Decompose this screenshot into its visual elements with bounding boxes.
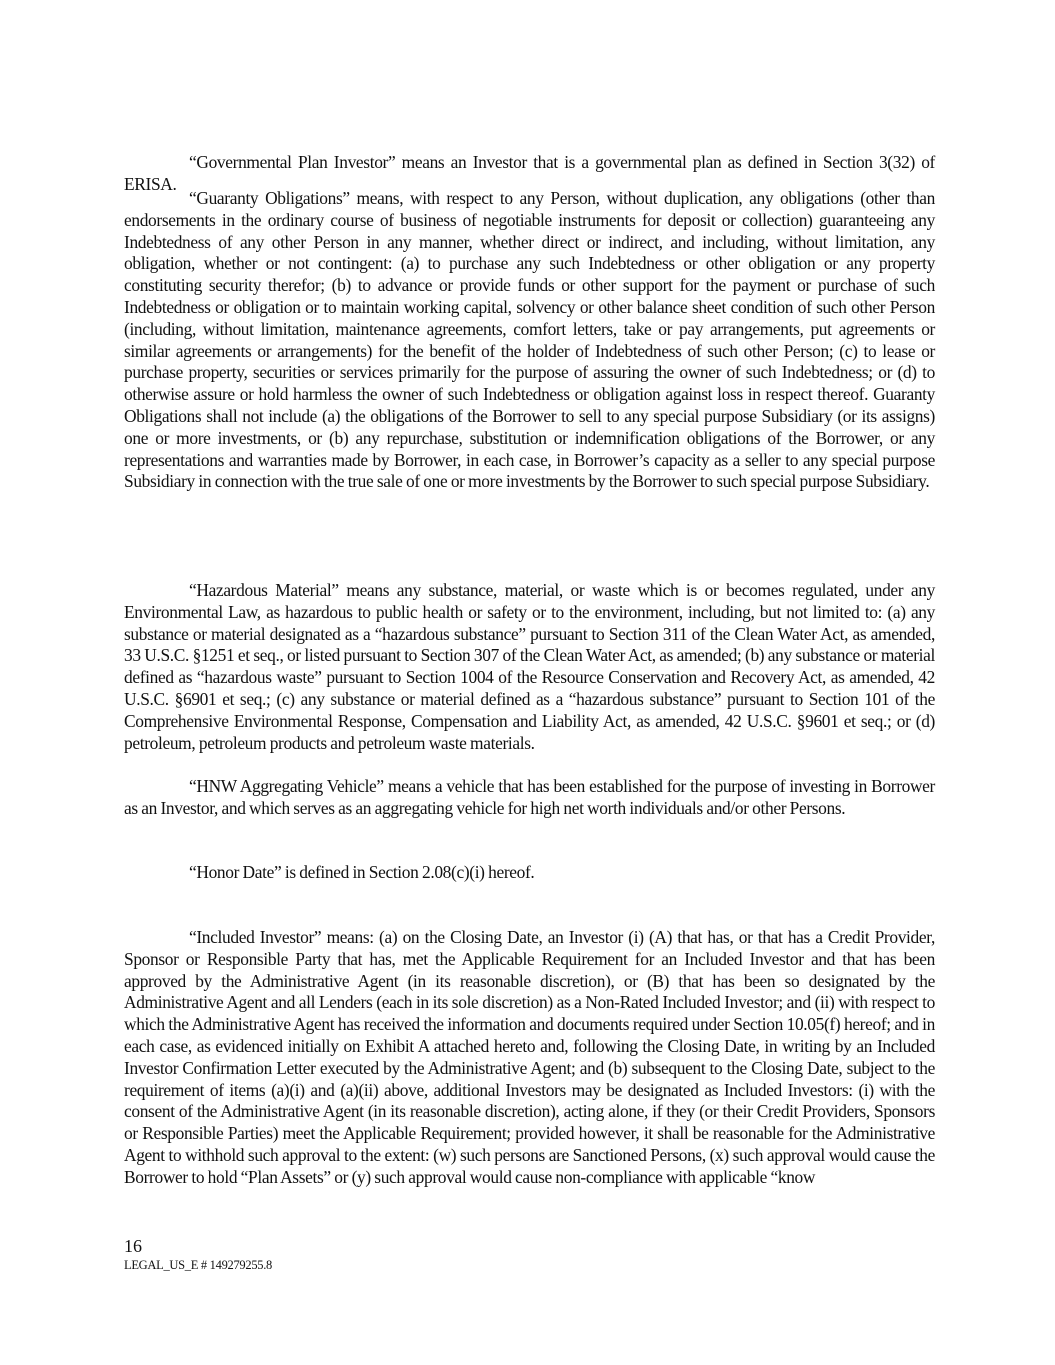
document-id: LEGAL_US_E # 149279255.8 — [124, 1258, 273, 1272]
definition-honor-date: “Honor Date” is defined in Section 2.08(c)(i) hereof. — [189, 862, 535, 882]
page-number: 16 — [124, 1236, 142, 1256]
definition-included-investor: “Included Investor” means: (a) on the Closing Date, an Investor (i) (A) that has, or that has a Credit Provider, Sponsor or Responsible Party that has, met the Applicable Requirement for an Included Investor and that has been approved by the Administrative Agent (in its reasonable discretion), or (B) that has been so designated by the Administrative Agent and all Lenders (each in its sole discretion) as a Non-Rated Included Investor; and (ii) with respect to which the Administrative Agent has received the information and documents required under Section 10.05(f) hereof; and in each case, as evidenced initially on Exhibit A attached hereto and, following the Closing Date, in writing by an Included Investor Confirmation Letter executed by the Administrative Agent; and (b) subsequent to the Closing Date, subject to the requirement of items (a)(i) and (a)(ii) above, additional Investors may be designated as Included Investors: (i) with the consent of the Administrative Agent (in its reasonable discretion), acting alone, if they (or their Credit Providers, Sponsors or Responsible Parties) meet the Applicable Requirement; provided however, it shall be reasonable for the Administrative Agent to withhold such approval to the extent: (w) such persons are Sanctioned Persons, (x) such approval would cause the Borrower to hold “Plan Assets” or (y) such approval would cause non-compliance with applicable “know — [124, 927, 935, 1187]
definition-guaranty-obligations: “Guaranty Obligations” means, with respect to any Person, without duplication, any obligations (other than endorsements in the ordinary course of business of negotiable instruments for deposit or collection) guaranteeing any Indebtedness of any other Person in any manner, whether direct or indirect, and including, without limitation, any obligation, whether or not contingent: (a) to purchase any such Indebtedness or other obligation or any property constituting security therefor; (b) to advance or provide funds or other support for the payment or purchase of such Indebtedness or obligation or to maintain working capital, solvency or other balance sheet condition of such other Person (including, without limitation, maintenance agreements, comfort letters, take or pay arrangements, put agreements or similar agreements or arrangements) for the benefit of the holder of Indebtedness of such other Person; (c) to lease or purchase property, securities or services primarily for the purpose of assuring the owner of such Indebtedness; or (d) to otherwise assure or hold harmless the owner of such Indebtedness or obligation against loss in respect thereof. Guaranty Obligations shall not include (a) the obligations of the Borrower to sell to any special purpose Subsidiary (or its assigns) one or more investments, or (b) any repurchase, substitution or indemnification obligations of the Borrower, or any representations and warranties made by Borrower, in each case, in Borrower’s capacity as a seller to any special purpose Subsidiary in connection with the true sale of one or more investments by the Borrower to such special purpose Subsidiary. — [124, 188, 935, 492]
definition-hnw-aggregating-vehicle: “HNW Aggregating Vehicle” means a vehicle that has been established for the purpose of investing in Borrower as an Investor, and which serves as an aggregating vehicle for high net worth individuals and/or other Persons. — [124, 776, 935, 818]
definition-governmental-plan-investor: “Governmental Plan Investor” means an Investor that is a governmental plan as defined in Section 3(32) of ERISA. — [124, 152, 935, 194]
definition-hazardous-material: “Hazardous Material” means any substance, material, or waste which is or becomes regulated, under any Environmental Law, as hazardous to public health or safety or to the environment, including, but not limited to: (a) any substance or material designated as a “hazardous substance” pursuant to Section 311 of the Clean Water Act, as amended, 33 U.S.C. §1251 et seq., or listed pursuant to Section 307 of the Clean Water Act, as amended; (b) any substance or material defined as “hazardous waste” pursuant to Section 1004 of the Resource Conservation and Recovery Act, as amended, 42 U.S.C. §6901 et seq.; (c) any substance or material defined as a “hazardous substance” pursuant to Section 101 of the Comprehensive Environmental Response, Compensation and Liability Act, as amended, 42 U.S.C. §9601 et seq.; or (d) petroleum, petroleum products and petroleum waste materials. — [124, 580, 935, 753]
